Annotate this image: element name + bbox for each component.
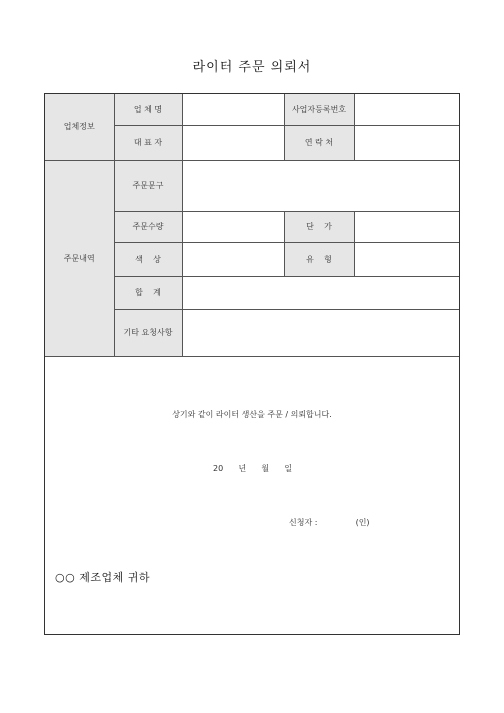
applicant-signature-line: 신청자 : (인) xyxy=(289,517,370,527)
other-requests-field[interactable] xyxy=(182,309,459,356)
unit-price-label: 단 가 xyxy=(284,211,354,242)
order-phrase-label: 주문문구 xyxy=(114,160,182,211)
total-label: 합 계 xyxy=(114,276,182,309)
order-form-table xyxy=(45,94,459,357)
contact-label: 연 락 처 xyxy=(284,125,354,160)
order-form xyxy=(44,93,460,635)
business-registration-field[interactable] xyxy=(354,94,459,125)
order-quantity-label: 주문수량 xyxy=(114,211,182,242)
business-registration-label: 사업자등록번호 xyxy=(284,94,354,125)
representative-field[interactable] xyxy=(182,125,284,160)
document-title: 라이터 주문 의뢰서 xyxy=(192,60,312,75)
unit-price-field[interactable] xyxy=(354,211,459,242)
order-details-section-label: 주문내역 xyxy=(45,160,114,356)
company-info-section-label: 업체정보 xyxy=(45,94,114,160)
order-phrase-field[interactable] xyxy=(182,160,459,211)
order-statement: 상기와 같이 라이터 생산을 주문 / 의뢰합니다. xyxy=(172,409,332,419)
type-label: 유 형 xyxy=(284,242,354,276)
type-field[interactable] xyxy=(354,242,459,276)
contact-field[interactable] xyxy=(354,125,459,160)
company-name-field[interactable] xyxy=(182,94,284,125)
total-field[interactable] xyxy=(182,276,459,309)
other-requests-label: 기타 요청사항 xyxy=(114,309,182,356)
order-quantity-field[interactable] xyxy=(182,211,284,242)
color-label: 색 상 xyxy=(114,242,182,276)
representative-label: 대 표 자 xyxy=(114,125,182,160)
date-line: 20 년 월 일 xyxy=(213,463,293,473)
company-name-label: 업 체 명 xyxy=(114,94,182,125)
color-field[interactable] xyxy=(182,242,284,276)
recipient-line: ○○ 제조업체 귀하 xyxy=(55,570,150,584)
signature-area xyxy=(45,357,459,639)
